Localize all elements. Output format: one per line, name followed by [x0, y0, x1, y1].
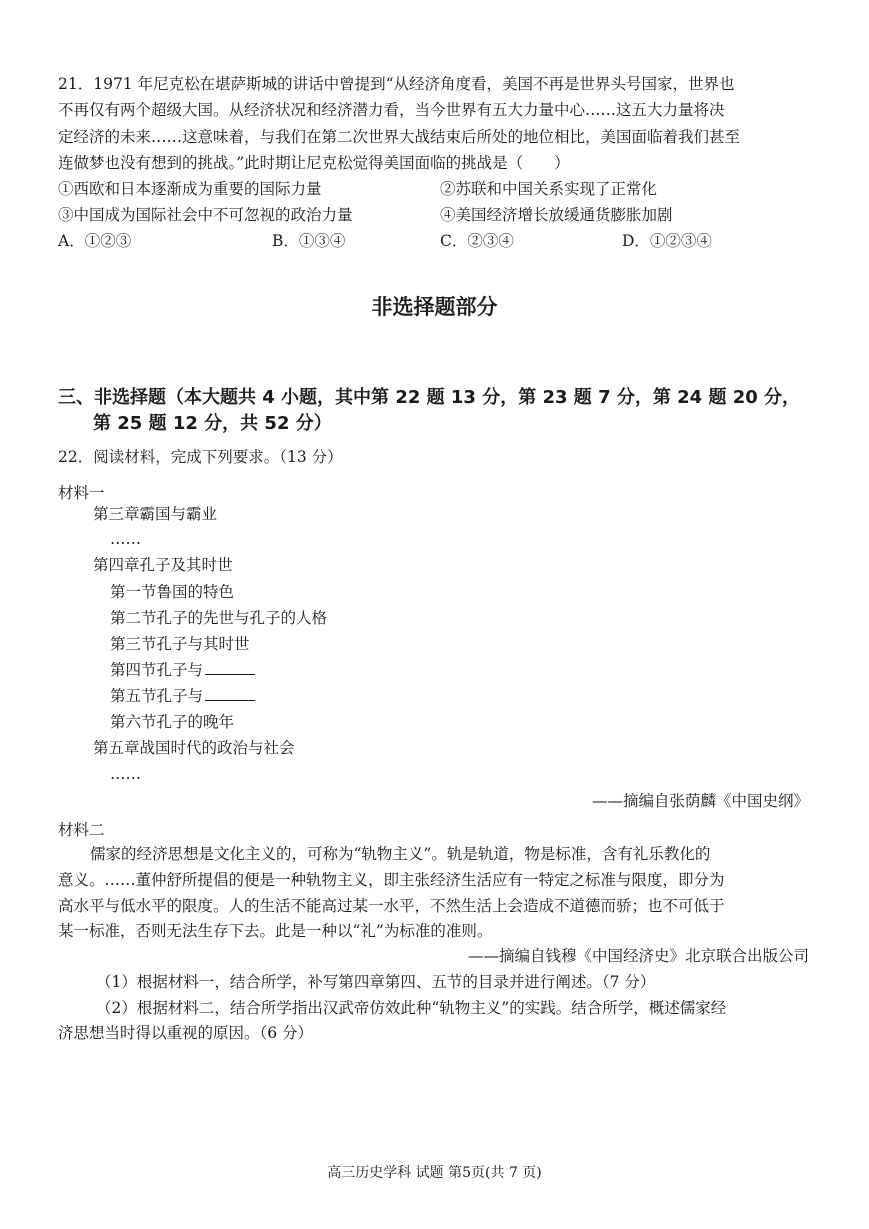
q21-choice-b: B．①③④	[272, 232, 346, 250]
q21-statement-3: ③中国成为国际社会中不可忽视的政治力量	[58, 206, 353, 224]
q21-stem-line-2: 不再仅有两个超级大国。从经济状况和经济潜力看，当今世界有五大力量中心……这五大力量将决	[58, 101, 725, 119]
material1-source: ——摘编自张荫麟《中国史纲》	[591, 792, 809, 810]
q22-requirement-1: （1）根据材料一，结合所学，补写第四章第四、五节的目录并进行阐述。（7 分）	[96, 973, 656, 991]
toc-chapter-5: 第五章战国时代的政治与社会	[93, 739, 295, 757]
material2-line-4: 某一标准，否则无法生存下去。此是一种以“礼”为标准的准则。	[58, 922, 493, 940]
material2-line-1: 儒家的经济思想是文化主义的，可称为“轨物主义”。轨是轨道，物是标准，含有礼乐教化的	[90, 845, 711, 863]
q21-statement-4: ④美国经济增长放缓通货膨胀加剧	[440, 206, 673, 224]
q21-stem-line-3: 定经济的未来……这意味着，与我们在第二次世界大战结束后所处的地位相比，美国面临着我们甚至	[58, 128, 741, 146]
toc-section-6: 第六节孔子的晚年	[110, 713, 235, 731]
toc-section-1: 第一节鲁国的特色	[110, 583, 235, 601]
q21-stem-line-1: 21．1971 年尼克松在堪萨斯城的讲话中曾提到“从经济角度看，美国不再是世界头号国家，世界也	[58, 75, 735, 93]
q22-stem: 22．阅读材料，完成下列要求。（13 分）	[58, 448, 343, 466]
material2-label: 材料二	[58, 821, 105, 839]
q21-choice-d: D．①②③④	[622, 232, 712, 250]
section-title: 非选择题部分	[371, 295, 498, 319]
material2-line-3: 高水平与低水平的限度。人的生活不能高过某一水平，不然生活上会造成不道德而骄；也不可低于	[58, 897, 725, 915]
part3-heading-line-1: 三、非选择题（本大题共 4 小题，其中第 22 题 13 分，第 23 题 7 分，第 24 题 20 分，	[58, 387, 801, 408]
toc-section-4	[110, 659, 255, 681]
q21-choice-a: A．①②③	[58, 232, 132, 250]
fill-blank-5	[205, 686, 255, 701]
q21-choice-c: C．②③④	[440, 232, 514, 250]
q22-requirement-2-line-1: （2）根据材料二，结合所学指出汉武帝仿效此种“轨物主义”的实践。结合所学，概述儒家经	[96, 999, 727, 1017]
fill-blank-4	[205, 660, 255, 675]
toc-ellipsis-2: ……	[110, 765, 141, 783]
toc-section-4-label: 第四节孔子与	[110, 661, 204, 679]
material2-source: ——摘编自钱穆《中国经济史》北京联合出版公司	[467, 947, 809, 965]
page-footer: 高三历史学科 试题 第5页(共 7 页)	[327, 1165, 542, 1181]
toc-chapter-3: 第三章霸国与霸业	[93, 505, 218, 523]
material2-line-2: 意义。……董仲舒所提倡的便是一种轨物主义，即主张经济生活应有一特定之标准与限度，即分为	[58, 871, 725, 889]
part3-heading-line-2: 第 25 题 12 分，共 52 分）	[93, 413, 332, 434]
material1-label: 材料一	[58, 484, 105, 502]
toc-chapter-4: 第四章孔子及其时世	[93, 556, 233, 574]
q22-requirement-2-line-2: 济思想当时得以重视的原因。（6 分）	[58, 1024, 314, 1042]
toc-section-2: 第二节孔子的先世与孔子的人格	[110, 609, 328, 627]
toc-section-5-label: 第五节孔子与	[110, 687, 204, 705]
q21-statement-2: ②苏联和中国关系实现了正常化	[440, 180, 658, 198]
q21-statement-1: ①西欧和日本逐渐成为重要的国际力量	[58, 180, 322, 198]
toc-ellipsis-1: ……	[110, 530, 141, 548]
toc-section-5	[110, 685, 255, 707]
q21-stem-line-4: 连做梦也没有想到的挑战。”此时期让尼克松觉得美国面临的挑战是（ ）	[58, 154, 570, 172]
toc-section-3: 第三节孔子与其时世	[110, 635, 250, 653]
